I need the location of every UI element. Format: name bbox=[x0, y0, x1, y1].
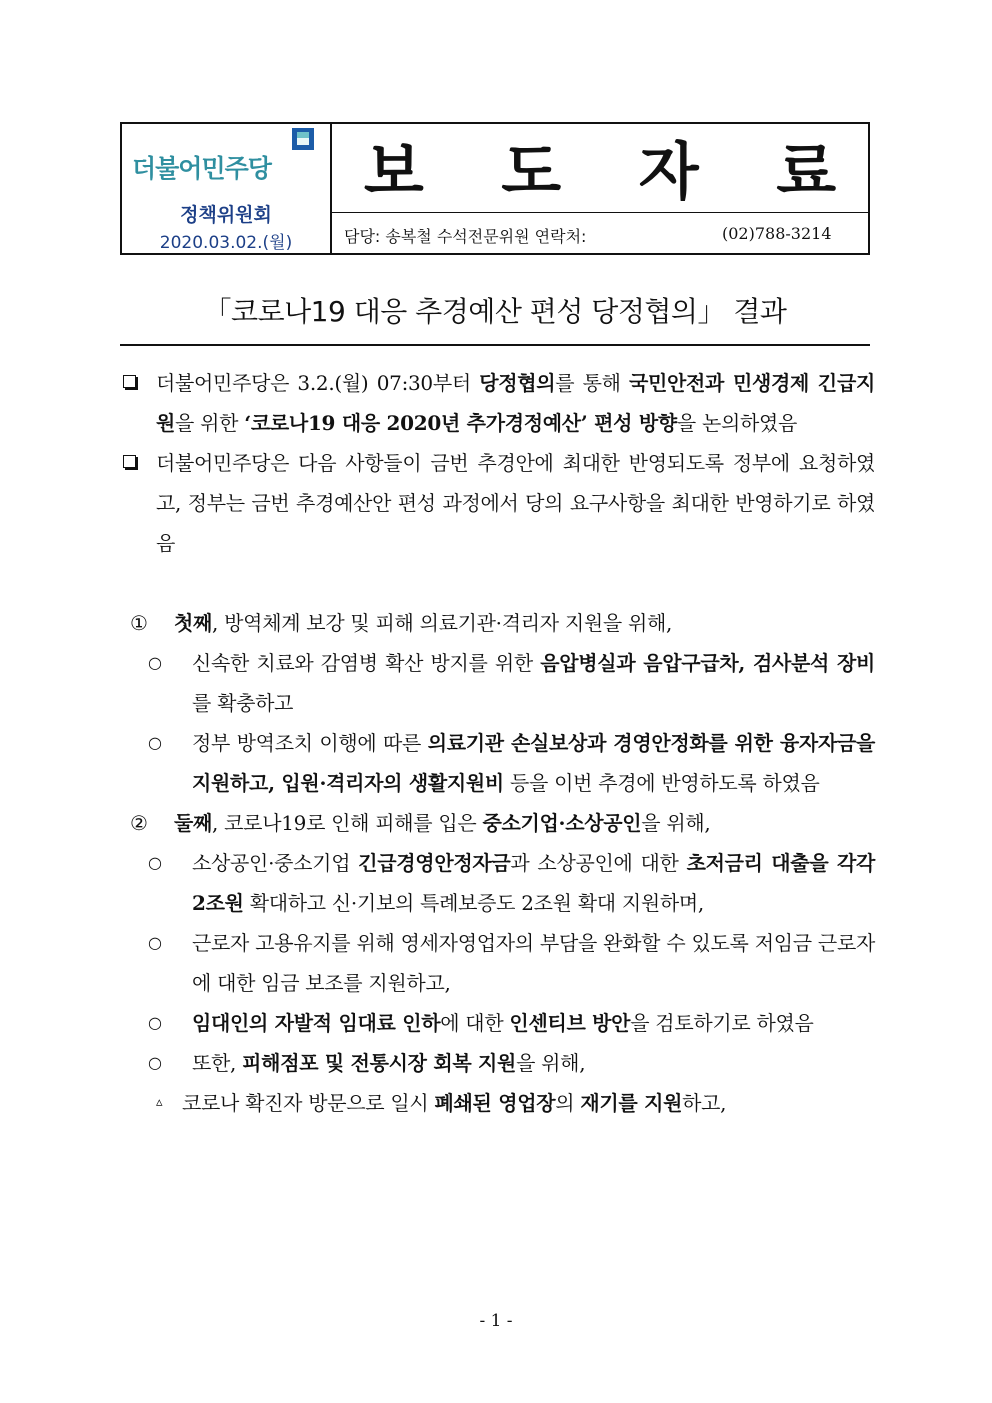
circled-number-1: ① bbox=[130, 611, 148, 635]
item-1-sub-b: ○ 정부 방역조치 이행에 따른 의료기관 손실보상과 경영안정화를 위한 융자자금을 지원하고, 입원·격리자의 생활지원비 등을 이번 추경에 반영하도록 하였음 bbox=[148, 723, 875, 803]
doc-type-title: 보 도 자 료 bbox=[363, 135, 865, 208]
contact-phone: (02)788-3214 bbox=[722, 224, 832, 243]
circle-bullet-icon: ○ bbox=[148, 853, 162, 872]
item-1-sub-a: ○ 신속한 치료와 감염병 확산 방지를 위한 음압병실과 음압구급차, 검사분석 장비를 확충하고 bbox=[148, 643, 875, 723]
summary-paragraph-1: 더불어민주당은 3.2.(월) 07:30부터 당정협의를 통해 국민안전과 민생경제 긴급지원을 위한 ‘코로나19 대응 2020년 추가경정예산’ 편성 방향을 논의하였음 bbox=[120, 363, 875, 443]
circle-bullet-icon: ○ bbox=[148, 653, 162, 672]
document-body bbox=[120, 363, 875, 1123]
contact-label: 담당: 송복철 수석전문위원 연락처: bbox=[344, 227, 587, 246]
document-title: 「코로나19 대응 추경예산 편성 당정협의」 결과 bbox=[203, 295, 787, 328]
press-release-header bbox=[120, 122, 870, 255]
contact-row bbox=[332, 212, 868, 253]
party-name: 더불어민주당 bbox=[132, 154, 271, 183]
circle-bullet-icon: ○ bbox=[148, 733, 162, 752]
title-divider bbox=[120, 344, 870, 346]
circle-bullet-icon: ○ bbox=[148, 933, 162, 952]
committee-name: 정책위원회 bbox=[180, 204, 272, 226]
circle-bullet-icon: ○ bbox=[148, 1013, 162, 1032]
item-2-sub-c: ○ 임대인의 자발적 임대료 인하에 대한 인센티브 방안을 검토하기로 하였음 bbox=[148, 1003, 875, 1043]
item-2-sub-a: ○ 소상공인·중소기업 긴급경영안정자금과 소상공인에 대한 초저금리 대출을 각각 2조원 확대하고 신·기보의 특례보증도 2조원 확대 지원하며, bbox=[148, 843, 875, 923]
circled-number-2: ② bbox=[130, 811, 148, 835]
doc-type-block bbox=[332, 124, 868, 253]
triangle-bullet-icon: ▵ bbox=[156, 1095, 163, 1110]
checkbox-bullet-icon bbox=[123, 455, 136, 468]
item-2-sub-d: ○ 또한, 피해점포 및 전통시장 회복 지원을 위해, bbox=[148, 1043, 875, 1083]
party-logo-block bbox=[122, 124, 332, 253]
circle-bullet-icon: ○ bbox=[148, 1053, 162, 1072]
page-number: - 1 - bbox=[479, 1311, 513, 1331]
summary-paragraph-2: 더불어민주당은 다음 사항들이 금번 추경안에 최대한 반영되도록 정부에 요청하였고, 정부는 금번 추경예산안 편성 과정에서 당의 요구사항을 최대한 반영하기로 하였음 bbox=[120, 443, 875, 563]
release-date: 2020.03.02.(월) bbox=[159, 233, 293, 253]
item-2-sub-b: ○ 근로자 고용유지를 위해 영세자영업자의 부담을 완화할 수 있도록 저임금 근로자에 대한 임금 보조를 지원하고, bbox=[148, 923, 875, 1003]
checkbox-bullet-icon bbox=[123, 375, 136, 388]
item-2-sub-d-1: ▵ 코로나 확진자 방문으로 일시 폐쇄된 영업장의 재기를 지원하고, bbox=[156, 1083, 875, 1123]
item-2: ② 둘째, 코로나19로 인해 피해를 입은 중소기업·소상공인을 위해, bbox=[130, 803, 875, 843]
party-logo-icon bbox=[292, 128, 320, 154]
item-1: ① 첫째, 방역체계 보강 및 피해 의료기관·격리자 지원을 위해, bbox=[130, 603, 875, 643]
